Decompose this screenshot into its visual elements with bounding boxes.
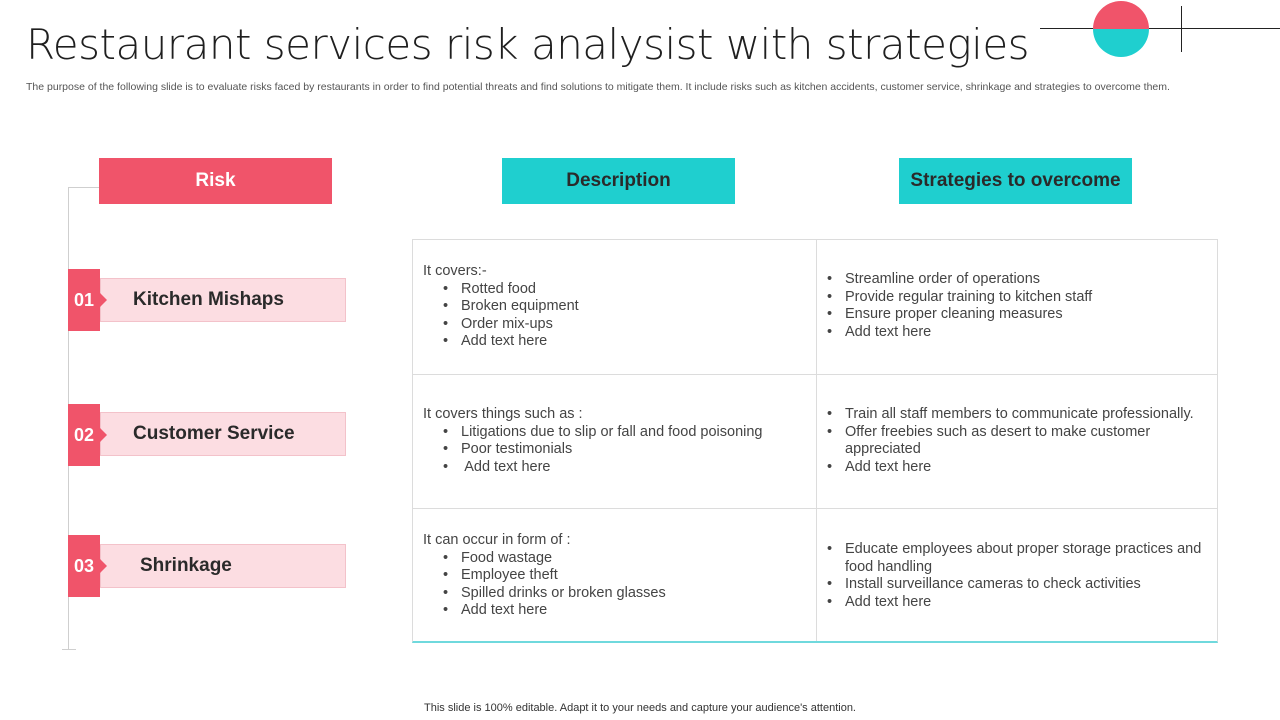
risk-item-customer-service [100,412,346,456]
risk-header: Risk [99,158,332,204]
description-cell [413,255,816,359]
description-header: Description [502,158,735,204]
strategy-cell [817,398,1217,484]
strategy-item: • Add text here [827,324,1207,342]
row-divider [413,374,1217,375]
risk-number-badge: 01 [68,269,100,331]
risk-label: Customer Service [133,423,295,444]
strategy-list [827,541,1207,611]
description-intro: It covers:- [423,263,487,279]
timeline-end [62,649,76,650]
risk-label: Kitchen Mishaps [133,289,284,310]
description-item: • Food wastage [423,550,806,568]
description-cell [413,524,816,628]
description-list [423,281,806,351]
description-item: • Litigations due to slip or fall and food poisoning [423,424,806,442]
strategy-list [827,271,1207,341]
strategies-header: Strategies to overcome [899,158,1132,204]
description-item: • Order mix-ups [423,316,806,334]
risk-item-shrinkage [100,544,346,588]
page-title: Restaurant services risk analysist with strategies [26,20,1030,69]
strategy-item: • Train all staff members to communicate professionally. [827,406,1207,424]
strategy-item: • Streamline order of operations [827,271,1207,289]
decorative-circle [1093,1,1149,57]
risk-label: Shrinkage [140,555,232,576]
description-intro: It can occur in form of : [423,532,571,548]
strategy-item: • Educate employees about proper storage practices and food handling [827,541,1207,576]
decorative-line-horizontal [1040,28,1280,29]
page-subtitle: The purpose of the following slide is to evaluate risks faced by restaurants in order to find potential threats and find solutions to mitigate them. It include risks such as kitchen accidents, customer service, shrinkage and strategies to overcome them. [26,81,1170,93]
risk-item-kitchen-mishaps [100,278,346,322]
description-item: • Broken equipment [423,298,806,316]
strategy-cell [817,263,1217,349]
description-item: • Add text here [423,602,806,620]
description-list [423,424,806,477]
decorative-line-vertical [1181,6,1182,52]
strategy-item: • Provide regular training to kitchen staff [827,289,1207,307]
strategy-item: • Add text here [827,594,1207,612]
risk-number-badge: 02 [68,404,100,466]
description-item: • Employee theft [423,567,806,585]
strategy-cell [817,533,1217,619]
description-intro: It covers things such as : [423,406,583,422]
description-item: • Add text here [423,459,806,477]
footer-note: This slide is 100% editable. Adapt it to your needs and capture your audience's attention. [424,702,856,714]
risk-number-badge: 03 [68,535,100,597]
strategy-item: • Install surveillance cameras to check activities [827,576,1207,594]
strategy-item: • Add text here [827,459,1207,477]
strategy-item: • Offer freebies such as desert to make customer appreciated [827,424,1207,459]
description-item: • Rotted food [423,281,806,299]
description-cell [413,398,816,484]
description-item: • Poor testimonials [423,441,806,459]
description-item: • Add text here [423,333,806,351]
strategy-item: • Ensure proper cleaning measures [827,306,1207,324]
description-item: • Spilled drinks or broken glasses [423,585,806,603]
timeline-connector [68,187,99,188]
description-list [423,550,806,620]
risk-table [412,239,1218,643]
row-divider [413,508,1217,509]
strategy-list [827,406,1207,476]
